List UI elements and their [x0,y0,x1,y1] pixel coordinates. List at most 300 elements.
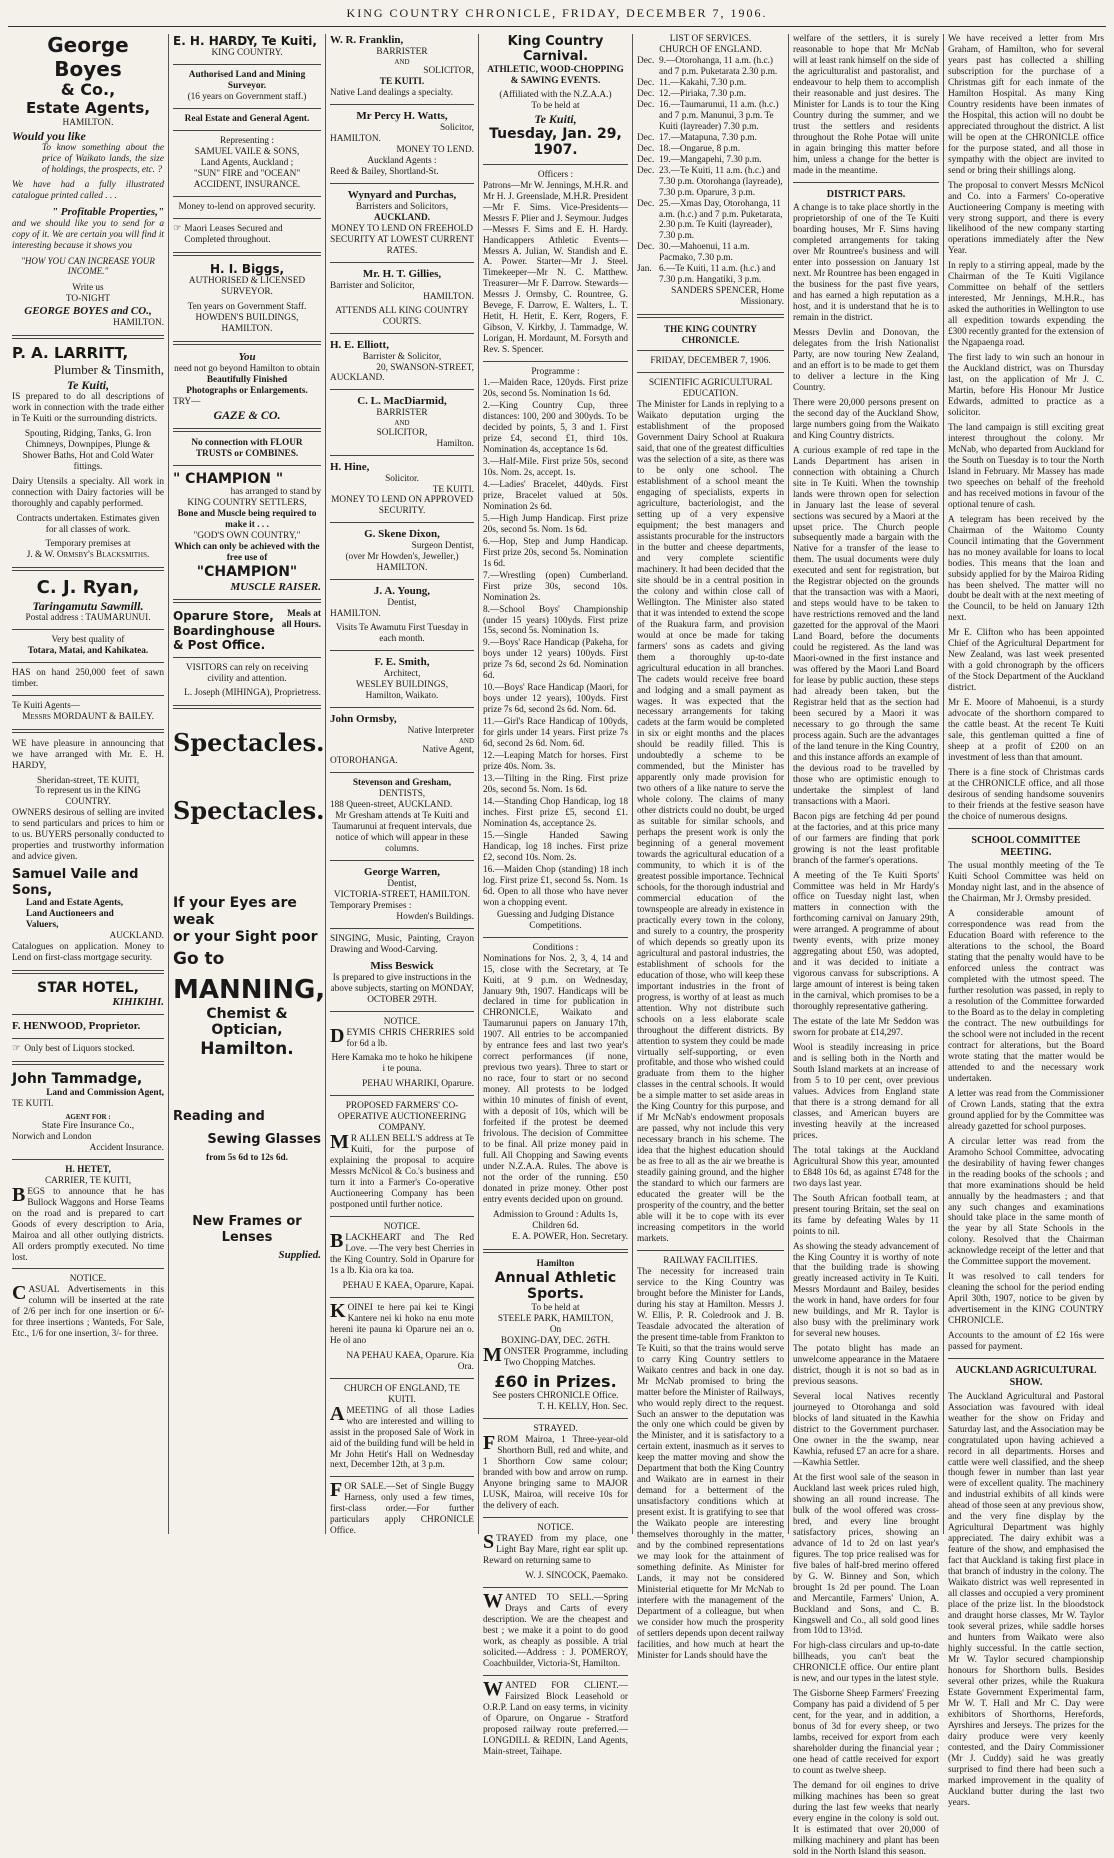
ad-text: Visits Te Awamutu First Tuesday in each month. [335,623,469,645]
ad-text: Meals at all Hours. [281,609,321,631]
ad-text: Accident Insurance. [89,1142,164,1153]
ad-star-hotel [12,980,164,1055]
ad-title: MANNING, [173,975,326,1006]
ad-title: J. A. Young, [373,585,431,598]
pointing-hand-icon: ☞ [12,1044,21,1055]
programme-item: 1.—Maiden Race, 120yds. First prize 20s, second 5s. Nomination 1s 6d. [483,378,628,400]
ad-title: & Co., [60,80,116,100]
ad-title: P. A. LARRITT, [12,343,129,362]
ad-text: No connection with FLOUR TRUSTS or COMBINES. [191,437,303,459]
ad-text: MR ALLEN BELL'S address at Te Kuiti, for the purpose of explaining the proposal to acquire Messrs McNicol & Co.'s business and turn it into a Farmer's Co-operative Auctioneering Company has been postponed until further notice. [330,1131,474,1211]
article-paragraph: There were 20,000 persons present on the second day of the Auckland Show, large numbers going from the Waikato and King Country districts. [793,397,939,441]
ad-text: BLACKHEART and The Red Love. —The very best Cherries in the King Country. Sold in Oparure for 1s a lb. Kia ora ka toa. [330,1230,474,1276]
rule [173,599,321,603]
ad-text: (over Mr Howden's, Jeweller,) [345,552,459,563]
ad-text: Architect, [383,669,421,680]
section-heading: NOTICE. [383,1016,421,1027]
rule [330,1297,474,1298]
rule [330,104,474,105]
ad-signature: W. J. SINCOCK, Paemako. [525,1571,628,1582]
rule [483,1675,628,1676]
ad-title: George Warren, [364,865,440,878]
rule [173,341,321,345]
ad-title: STAR HOTEL, [36,979,139,996]
rule [330,1378,474,1379]
service-month: Dec. [637,165,655,176]
ad-text: AMEETING of all those Ladies who are interested and willing to assist in the proposed Sale of Work in aid of the building fund will be held in Mr John Hetit's Hall on Wednesday next, December 12th, at 3 p.m. [330,1402,474,1471]
ad-text: SAMUEL VAILE & SONS, [194,146,300,157]
ad-title: C. J. Ryan, [36,577,140,599]
rule [483,937,628,938]
ad-dixon [330,528,474,574]
ad-franklin [330,34,474,99]
ad-title: Mr. H. T. Gillies, [362,267,442,280]
ad-text: AND [394,419,410,428]
ad-town: HAMILTON. [113,317,164,328]
ad-smith [330,656,474,702]
ad-manning [173,727,326,1262]
ad-text: BEGS to announce that he has Bullock Waggons and Horse Teams on the road and is prepared to cart Goods of every description to Aria, Mairoa and all other outlying districts. All orders promptly executed. No time lost. [12,1183,164,1263]
ad-town: TE KUITI. [432,484,474,495]
rule [12,1061,164,1065]
ad-date: Tuesday, Jan. 29, 1907. [489,125,622,159]
programme-item: 8.—School Boys' Championship (under 15 years) 100yds. First prize 15s, second 5s. Nomination 1s. [483,604,628,637]
ad-subtitle: Valuers, [26,919,59,930]
ad-text: ATTENDS ALL KING COUNTRY COURTS. [335,305,469,327]
ad-signature: PEHAU E KAEA, Oparure, Kapai. [342,1280,474,1291]
notice-koinei [330,1299,474,1373]
rule [330,522,474,523]
programme-item: 14.—Standing Chop Handicap, log 18 inches. First prize £5, second £1. Nomination 4s, acceptance 2s. [483,797,628,829]
programme-item: 16.—Maiden Chop (standing) 18 inch log. First prize £1, second 5s. Nom. 1s 6d. Open to all those who have never won a chopping event. [483,864,628,908]
service-month: Dec. [637,143,655,154]
article-paragraph: The estate of the late Mr Seddon was sworn for probate at £14,297. [793,1017,939,1039]
ad-text: We have had a fully illustrated catalogue printed called . . . [12,179,164,201]
article-heading: RAILWAY FACILITIES. [663,1255,758,1266]
ad-wynyard [330,189,474,257]
ad-date: BOXING-DAY, DEC. 26TH. [500,1335,611,1346]
ad-text: Very best quality of [51,634,125,645]
ad-text: Reed & Bailey, Shortland-St. [330,166,439,177]
ad-text: Photographs or Enlargements. [186,385,308,396]
ad-title: H. Hine, [330,460,370,473]
ad-text: Solicitor. [385,473,419,484]
ad-text: ACCIDENT, INSURANCE. [193,179,301,190]
ad-text: Messrs MORDAUNT & BAILEY. [22,711,154,722]
ad-text: Admission to Ground : Adults 1s, Children 6d. [492,1209,618,1231]
ad-text: BARRISTER [376,408,428,419]
article-paragraph: A curious example of red tape in the Lands Department has arisen in connection with obtaining a Church site in Te Kuiti. When the township lands were thrown open for selection in January last the lease of several sections was secured by a Maori at the upset price. The Church people subsequently made a bargain with the Native for a transfer of the lease to them. The usual documents were duly executed and sent for registration, but the Registrar objected on the grounds that the transaction was with a Maori, and steps would have to be taken to have restrictions removed and the land gazetted for the approval of the Maori Land Board, before the documents could be registered. As the land was Maori-owned in the first instance and was offered by the Maori Land Board for lease by public auction, these steps had already been taken, but the Registrar held that as the section had been secured by a Maori it was necessary to go through the same process again. Such are the advantages of the land tenure in the King Country, and this instance affords an example of the devious road to be travelled by those who are optimistic enough to undertake the simplest of land transactions with a Maori. [793,445,939,807]
ad-text: AND [394,57,410,66]
ad-text: from 5s 6d to 12s 6d. [206,1153,288,1164]
ad-text: STEELE PARK, HAMILTON, [497,1313,614,1324]
rule [637,314,784,318]
service-row [637,242,784,264]
rule [330,183,474,184]
ad-signature: NA PEHAU KAEA, Oparure. Kia Ora. [346,1350,474,1372]
rule [173,108,321,109]
list-of-services [637,34,784,308]
service-detail: 17.—Matapuna, 7.30 p.m. [659,132,757,143]
article-paragraph: The Gisborne Sheep Farmers' Freezing Company has paid a dividend of 5 per cent, for the year, and in addition, a bonus of 3d for every sheep, or two lambs, received for export from each shareholder during the financial year ; one head of cattle received for export to count as twelve sheep. [793,1689,939,1777]
ad-town: Te Kuiti, [66,377,110,392]
ad-signature: T. H. KELLY, Hon. Sec. [537,1402,628,1413]
ad-ryan [12,577,164,722]
ad-text: DENTISTS, [378,789,426,800]
article-paragraph: The Minister for Lands in replying to a Waikato deputation urging the establishment of the proposed Government Dairy School at Ruakura said, that one of the greatest difficulties was the selection of a site, as there was to be only one school. The establishment of a school meant the engaging of specialists, experts in agriculture, bacteriologist, and the setting up of a very expensive equipment; the best managers and assistants procurable for the instructors in the butter and cheese departments, and very complete scientific machinery. It had been decided that the site should be in a central position in the colony and within close call of Wellington. The Minister also stated that it was intended to extend the scope of the Ruakura farm, and provision would at once be made for taking farmers' sons as cadets and giving them a thoroughly up-to-date agricultural education in all branches. The cadets would receive free board and lodging and a small payment as wages. It was expected that the necessary arrangements for taking cadets at the farm would be completed in six or eight months and the places should be readily filled. This is undoubtedly a scheme to be commended, but the Minister has apparently only made provision for two others of a like nature to serve the whole colony. The claims of many other districts could no doubt, be urged as suitable for similar schools, and perhaps the present work is only the beginning of a general movement towards the agricultural education of a community, to which it is of the greatest possible importance. Technical schools, for the thorough industrial and commercial education of the townspeople are already in existence in practically every town in the colony, and surely to a country, the prosperity of which depends so greatly upon its agricultural and pastoral industries, the establishment of schools for the education of those, who will keep these important industries in the front of progress, is worthy of at least as much attention. Why not distribute such schools on a less elaborate scale throughout the different districts. By attention to system they could be made virtually self-supporting, or even profitable, and those who wished could graduate from them to the higher classes in the central schools. It would be a simple matter to set aside areas in the King Country for this purpose, and if Mr McNab's endowment proposals are passed, why not include this very necessary branch in his scheme. The idea that the highest education should be as free to all as the air we breathe is steadily gaining ground, and the higher the standard to which our farmers are educated the greater will be the prosperity of the country, and the better able will it be to cope with its ever increasing competitors in the world markets. [637,400,784,1244]
ad-text: Norwich and London [12,1131,92,1142]
service-month: Dec. [637,198,655,209]
ad-text: Temporary premises at [45,539,131,550]
ad-title: Oparure Store, Boardinghouse & Post Office. [173,609,275,652]
programme-item: 15.—Single Handed Sawing Handicap, log 18 inches. First prize £2, second 10s. Nom. 2s. [483,830,628,863]
service-month: Jan. [637,264,652,275]
ad-young [330,585,474,645]
rule [483,1249,628,1253]
ad-text: MONEY TO LEND. [396,145,474,155]
programme-item: 6.—Hop, Step and Jump Handicap. First prize 20s, second 5s. Nomination 1s 6d. [483,536,628,569]
ad-text: need not go beyond Hamilton to obtain [174,363,320,374]
ad-title: King Country Carnival. [507,34,604,65]
ad-text: SINGING, Music, Painting, Crayon Drawing and Wood-Carving. [330,933,474,955]
programme-item: 10.—Boys' Race Handicap (Maori, for boys under 12 years), 100yds. First prize 7s 6d, second 2s 6d. Nom. 6d. [483,683,628,716]
article-heading: SCIENTIFIC AGRICULTURAL EDUCATION. [648,378,773,400]
ad-text: "GOD'S OWN COUNTRY," [193,531,301,542]
ad-text: VISITORS can rely on receiving civility and attention. [185,662,309,684]
district-pars-continued [948,34,1104,823]
services-list [637,56,784,286]
ad-text: Bone and Muscle being required to make it . . . [177,509,317,531]
ad-text: CASUAL Advertisements in this column will be inserted at the rate of 2/6 per inch for one insertion or 6/- for three insertions ; Wanteds, For Sale, Etc., 1/6 for one insertion, 3/- for three. [12,1282,164,1340]
rule [948,1358,1104,1359]
programme-item: 2.—King Country Cup, three distances: 100, 200 and 300yds. To be decided by points, 5, 3 and 1. First prize £4, second £1, third 10s. Nomination 4s, acceptance 1s 6d. [483,401,628,455]
article-paragraph: The necessity for increased train service to the King Country was brought before the Minister for Lands, during his stay at Hamilton. Messrs J. W. Ellis, P. R. Coledrook and J. B. Teasdale advocated the alteration of the present time-table from Frankton to Te Kuiti, so that the trains would serve to carry King Country settlers to Waikato centres and back in one day. Mr McNab promised to bring the matter before the Minister of Railways, who would reply direct to the request. Such an answer to the deputation was the only one which could be given by the Minister, and it is satisfactory to a certain extent, inasmuch as it serves to keep the matter moving and show the Department that both the King Country and Waikato are in earnest in their demand for a betterment of the unsatisfactory conditions which at present exist. It is gratifying to see that the Waikato people are interesting themselves thoroughly in the matter, and by the combined representations we may look for the attainment of something definite. As Minister for Lands, it may not be considered Ministerial etiquette for Mr McNab to interfere with the management of the Department of a colleague, but when we consider how much the prosperity of settlers depends upon decent railway facilities, and how much at heart the Minister for Lands should have the [637,1266,784,1661]
article-paragraph: The South African football team, at present touring Britain, set the seal on its fame by defeating Wales by 11 points to nil. [793,1193,939,1237]
ad-text: Reading and [173,1108,265,1124]
ad-text: Te Kuiti Agents— [12,700,81,711]
ad-stevenson-gresham [330,778,474,855]
section-heading: Programme : [531,367,580,378]
ad-title: George Boyes [47,33,129,81]
ad-text: Barrister and Solicitor, [330,280,415,291]
article-paragraph: The land campaign is still exciting great interest throughout the colony. Mr McNab, who departed from Auckland for the South on Tuesday is to tour the North Island in February. Mr Massey has made two speeches on behalf of the freehold and has received motions in favour of the optional tenure of cash. [948,422,1104,510]
service-month: Dec. [637,55,655,66]
ad-title: Stevenson and Gresham, [352,778,452,789]
ad-town: KING COUNTRY. [211,48,283,59]
school-committee-article [948,861,1104,1353]
ad-text: Native Agent, [422,745,474,756]
rule [12,695,164,696]
section-heading: Officers : [537,169,574,180]
rule [330,579,474,580]
ad-subtitle: Taringamutu Sawmill. [32,598,144,613]
rule [12,662,164,663]
ad-text: Sheridan-street, TE KUITI, [36,775,140,786]
ad-town: HAMILTON. [376,563,428,574]
ad-title: G. Skene Dixon, [364,528,440,541]
service-row [637,89,784,100]
column-1-ads [8,34,168,1534]
service-detail: 19.—Mangapehi, 7.30 p.m. [659,154,762,165]
masthead: KING COUNTRY CHRONICLE, FRIDAY, DECEMBER 7, 1906. [346,6,768,20]
service-detail: 11.—Kakahi, 7.30 p.m. [659,77,747,88]
ad-text: L. Joseph (MIHINGA), Proprietress. [184,687,321,698]
ad-town: Hamilton, Waikato. [365,691,439,702]
rule [173,218,321,219]
rule [173,428,321,432]
rule [330,650,474,651]
rule [12,629,164,630]
rule [948,828,1104,829]
ad-text: Surgeon Dentist, [411,541,474,552]
rule [330,1011,474,1012]
ad-title: " CHAMPION " [173,470,284,487]
ad-subtitle: Plumber & Tinsmith, [53,362,164,378]
article-paragraph: Accounts to the amount of £2 16s were passed for payment. [948,1331,1104,1353]
article-heading: AUCKLAND AGRICULTURAL SHOW. [955,1365,1097,1388]
ad-text: AND [458,736,474,745]
rule [483,1418,628,1419]
ad-text: Ten years on Government Staff. [187,301,307,312]
ad-title: W. R. Franklin, [330,34,404,46]
ad-text: To represent us in the KING COUNTRY. [35,786,141,808]
rule [12,729,164,733]
ad-text: 188 Queen-street, AUCKLAND. [330,800,453,811]
programme-list [483,378,628,909]
ad-wanted: WANTED FOR CLIENT.—Fairsized Block Leasehold or O.R.P. Land on easy terms, in vicinity of Oparure, on Ongarue - Stratford proposed railway route preferred.—LONGDILL & REDIN, Land Agents, Main-street, Taihape. [483,1677,628,1757]
article-paragraph: The potato blight has made an unwelcome appearance in the Mataere district, though it is not so bad as in previous seasons. [793,1344,939,1388]
ad-title: H. HETET, [65,1164,111,1175]
rule [483,361,628,362]
ad-town: HAMILTON. [330,609,381,620]
service-row [637,199,784,243]
article-paragraph: In reply to a stirring appeal, made by the Chairman of the Te Kuiti Vigilance Committee on behalf of the settlers interested, Mr Jennings, M.H.R., has asked the authorities in Wellington to use all expedition towards expending the £300 recently granted for the extension of the Ngapaenga road. [948,261,1104,349]
article-paragraph: Wool is steadily increasing in price and is selling both in the North and South Island markets at an increase of from 5 to 10 per cent, over previous values. Advices from England state that there is a strong demand for all classes, and American buyers are investing heavily at the increased prices. [793,1043,939,1141]
ad-text: Catalogues on application. Money to Lend on first-class mortgage security. [12,941,164,963]
article-paragraph: A considerable amount of correspondence was read from the Education Board with reference to the alterations to the school, the Board stating that the penalty would have to be enforced unless the contract was completed with the utmost speed. The further resolution was passed, in reply to a resolution of the Committee forwarded to the Board as to the delay in completing the contract. The new outbuildings for the school were not included in the recent contract for alterations, but the Board wrote stating that the matter would be attended to and the necessary work undertaken. [948,909,1104,1084]
service-month: Dec. [637,242,655,253]
rule [12,567,164,571]
rule [173,196,321,197]
ad-text: Dentist, [387,598,417,609]
programme-item: 4.—Ladies' Bracelet, 440yds. First prize, Bracelet valued at 50s. Nomination 2s 6d. [483,479,628,512]
service-month: Dec. [637,88,655,99]
ad-text: OWNERS desirous of selling are invited to send particulars and prices to him or to us. BUYERS personally conducted to properties and trustworthy information and advice given. [12,808,164,863]
ad-text: Temporary Premises : [330,900,412,911]
ad-text: Here Kamaka mo te hoko he hikipene i te pouna. [331,1053,473,1075]
ad-title: Samuel Vaile and Sons, [12,867,139,898]
service-detail: 25.—Xmas Day, Otorohanga, 11 a.m. (h.c.) and 7 p.m. Puketarata, 2.30 p.m. Te Kuiti (layreader), 7.30 p.m. [659,198,785,242]
notice-mare [483,1523,628,1582]
ad-signature: GEORGE BOYES and CO., [24,304,152,317]
article-paragraph: The Auckland Agricultural and Pastoral Association was favoured with ideal weather for the show on Friday and Saturday last, and the Association may be congratulated upon having achieved a record in all departments. Horses and cattle were well classified, and the sheep though fewer in number than last year were of excellent quality. The machinery and industrial exhibits of all kinds were ahead of those seen at any previous show, and the very fine display by the Agricultural Department was highly appreciated. The dairy exhibit was a feature of the show, and emphasised the fact that Auckland is taking first place in that branch of industry in the colony. The Waikato district was well represented in all classes and occupied a very prominent place of the prize list. In the bloodstock and draught horse classes, Mr W. Taylor took several prizes, while saddle horses and hunters from Waikato were also highly successful. In the cattle section, Mr W. Taylor secured championship honours for Shorthorn bulls. Besides several other prizes, while the Ruakura Estate Government Experimental farm, Mr W. T. Hall and Mr C. Day were exhibitors of Shorthorns, Herefords, Ayrshires and Jerseys. The prizes for the dairy produce were very keenly contested, and the Dairy Commissioner (Mr J. Cuddy) said he was greatly surprised to find there had been such a marked improvement in the quality of Auckland butter during the last two years. [948,1391,1104,1808]
ad-biggs [173,262,321,335]
article-heading: SCHOOL COMMITTEE MEETING. [971,834,1081,858]
ad-text: Dairy Utensils a specialty. All work in connection with Dairy factories will be thoroughly and capably performed. [12,476,164,509]
ad-title: F. E. Smith, [374,656,430,669]
column-4-carnival [479,34,632,1757]
ad-title: Annual Athletic Sports. [494,1269,617,1303]
ad-text: VICTORIA-STREET, HAMILTON. [333,889,471,900]
ad-tammadge [12,1071,164,1154]
rule [12,335,164,339]
ad-title: GAZE & CO. [213,407,281,422]
rule [12,1014,164,1015]
section-heading: STRAYED. [533,1424,578,1435]
article-paragraph: A letter was read from the Commissioner of Crown Lands, stating that the extra ground applied for by the Committee was already gazetted for school purposes. [948,1088,1104,1132]
article-paragraph: A meeting of the Te Kuiti Sports' Committee was held in Mr Hardy's office on Tuesday night last, when matters in connection with the forthcoming carnival on January 29th, were arranged. A programme of about twenty events, with prize money aggregating about £50, was adopted, and it was decided to initiate a vigorous canvass for subscriptions. A large amount of interest is being taken in the carnival, which promises to be a thoroughly representative gathering. [793,870,939,1013]
ad-subtitle: MUSCLE RAISER. [230,580,321,593]
ad-hamilton-sports [483,1259,628,1414]
rule [12,1268,164,1269]
ad-subtitle: Chemist & Optician, [206,1005,288,1039]
service-detail: 9.—Otorohanga, 11 a.m. (h.c.) and 7 p.m. Puketarata 2.30 p.m. [659,55,778,77]
ad-text: " Profitable Properties," [51,205,164,218]
ad-text: New Frames or Lenses [192,1214,302,1245]
ad-hine [330,461,474,518]
ad-ormsby [330,713,474,767]
notice-strayed [483,1424,628,1512]
programme-item: 7.—Wrestling (open) Cumberland. First prize 30s, second 10s. Nomination 2s. [483,570,628,603]
ad-text: (16 years on Government staff.) [187,92,307,103]
service-month: Dec. [637,99,655,110]
rule [330,389,474,390]
rule [483,1587,628,1588]
rule [330,1216,474,1217]
ad-text: See posters CHRONICLE Office. [492,1391,619,1402]
agricultural-show-article [948,1392,1104,1809]
ad-samuel-vaile [12,739,164,964]
ad-title: Spectacles. [173,727,325,757]
ad-title: H. I. Biggs, [209,261,285,276]
rule [12,1159,164,1160]
ad-text: TRY— [173,396,201,407]
notice-cherries [330,1017,474,1091]
article-paragraph: A circular letter was read from the Aramoho School Committee, advocating the desirability of having fewer changes in the reading books of the schools ; and that more examinations should be held annually by the headmasters ; and that any such changes and examinations should take place in the same month of the year by all State Schools in the colony. Resolved that the Chairman acknowledge receipt of the letter and that the Committee support the movement. [948,1136,1104,1268]
service-detail: 18.—Ongarue, 8 p.m. [659,143,741,154]
section-heading: NOTICE. [383,1222,421,1233]
service-month: Dec. [637,132,655,143]
service-month: Dec. [637,77,655,88]
pointing-hand-icon: ☞ [173,223,182,234]
ad-text: AGENT FOR : [65,1112,111,1121]
column-3-ads [326,34,478,1537]
article-paragraph: A change is to take place shortly in the proprietorship of one of the Te Kuiti boarding houses, Mr F. Sims having completed arrangements for taking over Mr Rountree's business and will enter into possession on January 1st next. Mr Rountree has been engaged in the business for the past five years, and has earned a high reputation as a host, and it is understand that he is to remain in the district. [793,203,939,324]
rule [173,705,321,709]
service-row [637,78,784,89]
article-paragraph: Messrs Devlin and Donovan, the delegates from the Irish Nationalist Party, are now touring New Zealand, and an effort is to be made to get them to deliver a lecture in the King Country. [793,328,939,393]
programme-item: 11.—Girl's Race Handicap of 100yds, for girls under 14 years. First prize 7s 6d, second 2s 6d. Nom. 6d. [483,717,628,750]
service-row [637,133,784,144]
section-heading: NOTICE. [69,1274,107,1285]
rule [330,860,474,861]
ad-text: FROM Mairoa, 1 Three-year-old Shorthorn Bull, red and white, and 1 Shorthorn Cow same colour; branded with bow and arrow on rump. Anyone bringing same to MAJOR LUSK, Mairoa, will receive 10s for the delivery of each. [483,1432,628,1512]
section-heading: LIST OF SERVICES. [669,34,752,44]
ad-text: BARRISTER [376,46,428,57]
ad-text: Nominations for Nos. 2, 3, 4, 14 and 15, close with the Secretary, at Te Kuiti, at 9 p.m. on Wednesday, January 9th, 1907. Handicaps will be declared in time for publication in CHRONICLE, Waikato and Taumarunui papers on January 17th, 1907. All entries to be accompanied by entrance fees and last two year's correct performances (if none, previous two years). Three to start or no race, four to start or no second money. All protests to be lodged within 10 minutes of finish of event, with a deposit of 10s, which will be forfeited if the protest be deemed frivolous. The decision of Committee to be final. All prize money paid in full. All Chopping and Sawing events under N.Z.A.A. Rules. The above is not the order of the running. £50 donated in prize money. Other post entry events decided upon on ground. [483,953,628,1205]
ad-subtitle: Land and Estate Agents, [26,897,124,908]
ad-warren [330,866,474,923]
ad-text: 20, SWANSON-STREET, [376,362,474,373]
ad-town: HAMILTON. [330,134,381,145]
ad-town: Hamilton. [200,1038,294,1059]
ad-town: Hamilton. [436,438,474,449]
ad-watts [330,110,474,178]
programme-item: 13.—Tilting in the Ring. First prize 20s, second 5s. Nom. 1s 6d. [483,774,628,796]
ad-gillies [330,268,474,328]
ad-signature: PEHAU WHARIKI, Oparure. [362,1079,474,1090]
ad-text: HOWDEN'S BUILDINGS, HAMILTON. [195,312,299,334]
rule [173,130,321,131]
article-paragraph: We have received a letter from Mrs Graham, of Hamilton, who for several years past has collected a shilling subscription for the purchase of a Christmas gift for each inmate of the Hamilton Hospital. As many King Country residents have been inmates of the Hospital, this action will no doubt be appreciated throughout the district. A list will be open at the CHRONICLE office for the purpose stated, and all those in sympathy with the object are invited to send or bring their shillings along. [948,34,1104,176]
ad-title: H. E. Elliott, [330,338,389,351]
section-subheading: CHURCH OF ENGLAND. [659,44,762,55]
ad-text: Totara, Matai, and Kahikatea. [27,645,149,656]
ad-town: HAMILTON. [62,117,114,128]
article-paragraph: Mr E. Moore of Mahoenui, is a sturdy advocate of the shorthorn compared to the cattle beast. At the recent Te Kuiti sale, this gentleman quitted a fine of sheep at a profit of £200 on an investment of less than that amount. [948,698,1104,764]
rule [173,64,321,65]
ad-text: Mr Gresham attends at Te Kuiti and Taumarunui at frequent intervals, due notice of which will appear in these columns. [332,811,472,854]
ad-elliott [330,339,474,385]
ad-hardy [173,34,321,246]
ad-signature: SANDERS SPENCER, Home Missionary. [671,286,784,308]
ad-gaze [173,351,321,422]
service-detail: 23.—Te Kuiti, 11 a.m. (h.c.) and 7.30 p.m. Otorohanga (layreade), 7.30 p.m. Oparure, 3 p.m. [659,165,785,198]
ad-text: MONEY TO LEND ON FREEHOLD SECURITY AT LOWEST CURRENT RATES. [330,223,474,256]
ad-subtitle: ATHLETIC, WOOD-CHOPPING & SAWING EVENTS. [487,64,624,86]
ad-text: Barrister & Solicitor, [362,351,442,362]
ad-text: Solicitor, [440,123,474,134]
ad-for-sale: FOR SALE.—Set of Single Buggy Harness, only used a few times, first-class order.—For further particulars apply CHRONICLE Office. [330,1479,474,1537]
rule [12,970,164,974]
ad-text: WE have pleasure in announcing that we have arranged with Mr. E. H. HARDY, [12,738,164,771]
masthead-rule [8,26,1106,27]
ad-text: MONSTER Programme, including Two Chopping Matches. [483,1343,628,1368]
ad-larritt [12,345,164,562]
rule [330,1095,474,1096]
section-heading: NOTICE. [537,1523,574,1534]
ad-george-boyes [12,34,164,329]
ad-text: Maori Leases Secured and Completed throughout. [184,223,283,245]
ad-text: State Fire Insurance Co., [41,1120,135,1131]
programme-item: 12.—Leaping Match for horses. First prize 40s. Nom. 3s. [483,751,628,773]
ad-title: Spectacles. [173,796,325,826]
ad-text: Go to [173,949,225,970]
ad-text: TO-NIGHT [65,293,111,304]
ad-town: TE KUITI. [12,1098,54,1109]
ad-text: On [549,1324,562,1335]
ad-text: Contracts undertaken. Estimates given for all classes of work. [16,513,160,535]
ad-text: Supplied. [278,1249,321,1262]
ad-subtitle: Land Auctioneers and [26,908,114,919]
ad-town: OTOROHANGA. [330,756,398,767]
ad-text: To know something about the price of Waikato lands, the size of holdings, the prospects, etc. ? [42,142,164,175]
service-row [637,155,784,166]
ad-subtitle: CARRIER, TE KUITI, [44,1175,132,1186]
ad-title: Wynyard and Purchas, [347,188,457,201]
ad-text: has arranged to stand by [230,487,321,498]
rule [173,657,321,658]
ad-text: "HOW YOU CAN INCREASE YOUR INCOME." [21,255,155,277]
ad-text: HAS on hand 250,000 feet of sawn timber. [12,667,164,689]
ad-town: KIHIKIHI. [112,996,164,1009]
service-row [637,166,784,199]
ad-text: F. HENWOOD, Proprietor. [12,1020,141,1033]
notice-church [330,1384,474,1472]
ad-text: STRAYED from my place, one Light Bay Mare, right ear split up. Reward on returning same to [483,1531,628,1567]
article-paragraph: The proposal to convert Messrs McNicol and Co. into a Farmers' Co-operative Auctioneering Company is meeting with very strong support, and there is every likelihood of the new company starting operations immediately after the New Year. [948,180,1104,257]
newspaper-title: THE KING COUNTRY CHRONICLE. [664,324,757,345]
